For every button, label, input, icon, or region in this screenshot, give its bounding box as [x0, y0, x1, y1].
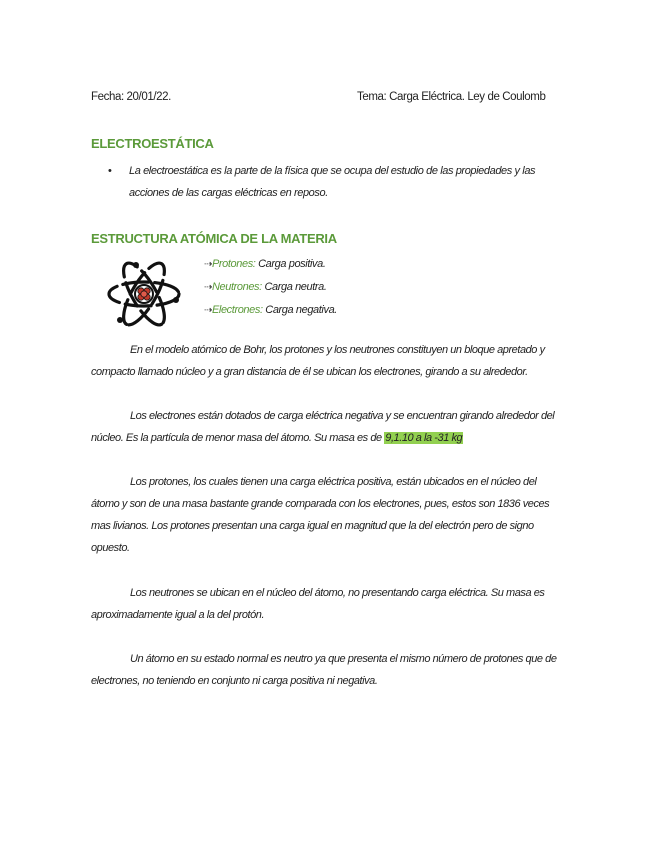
- list-item: [204, 253, 337, 276]
- arrow-icon: ⇢: [204, 305, 212, 316]
- paragraph-electrons: [91, 405, 566, 449]
- particle-desc: Carga positiva.: [255, 258, 326, 270]
- particle-name: Protones:: [211, 258, 256, 270]
- bullet-dot: •: [108, 165, 112, 177]
- section-title-electrostatics: ELECTROESTÁTICA: [91, 136, 214, 151]
- arrow-icon: ⇢: [204, 259, 212, 270]
- paragraph-neutrons: Los neutrones se ubican en el núcleo del átomo, no presentando carga eléctrica. Su masa es aproximadamente igual a la del protón.: [91, 587, 545, 621]
- particle-name: Electrones:: [211, 304, 263, 316]
- bullet-text: La electroestática es la parte de la física que se ocupa del estudio de las propiedades y las acciones de las cargas eléctricas en reposo.: [129, 165, 536, 199]
- list-item: [204, 299, 337, 322]
- date-label: Fecha: 20/01/22.: [91, 91, 171, 103]
- atom-icon: [106, 256, 182, 332]
- particle-desc: Carga negativa.: [262, 304, 337, 316]
- highlighted-mass: 9,1.10 a la -31 kg: [385, 432, 463, 444]
- particle-desc: Carga neutra.: [261, 281, 327, 293]
- paragraph-text: Los electrones están dotados de carga eléctrica negativa y se encuentran girando alrededor del núcleo. Es la partícula de menor masa del átomo. Su masa es de: [91, 410, 555, 444]
- section-title-atomic-structure: ESTRUCTURA ATÓMICA DE LA MATERIA: [91, 231, 337, 246]
- particle-name: Neutrones:: [211, 281, 262, 293]
- arrow-icon: ⇢: [204, 282, 212, 293]
- paragraph-bohr-model: En el modelo atómico de Bohr, los protones y los neutrones constituyen un bloque apretado y compacto llamado núcleo y a gran distancia de él se ubican los electrones, girando a su alrededor.: [91, 344, 545, 378]
- list-item: [204, 276, 337, 299]
- paragraph-neutral-atom: Un átomo en su estado normal es neutro ya que presenta el mismo número de protones que de electrones, no teniendo en conjunto ni carga positiva ni negativa.: [91, 653, 557, 687]
- particle-list: [204, 253, 337, 322]
- paragraph-protons: Los protones, los cuales tienen una carga eléctrica positiva, están ubicados en el núcleo del átomo y son de una masa bastante grande comparada con los electrones, pues, estos son 1836 veces mas livianos. Los protones presentan una carga igual en magnitud que la del electrón pero de signo opuesto.: [91, 476, 550, 554]
- topic-label: Tema: Carga Eléctrica. Ley de Coulomb: [357, 91, 546, 103]
